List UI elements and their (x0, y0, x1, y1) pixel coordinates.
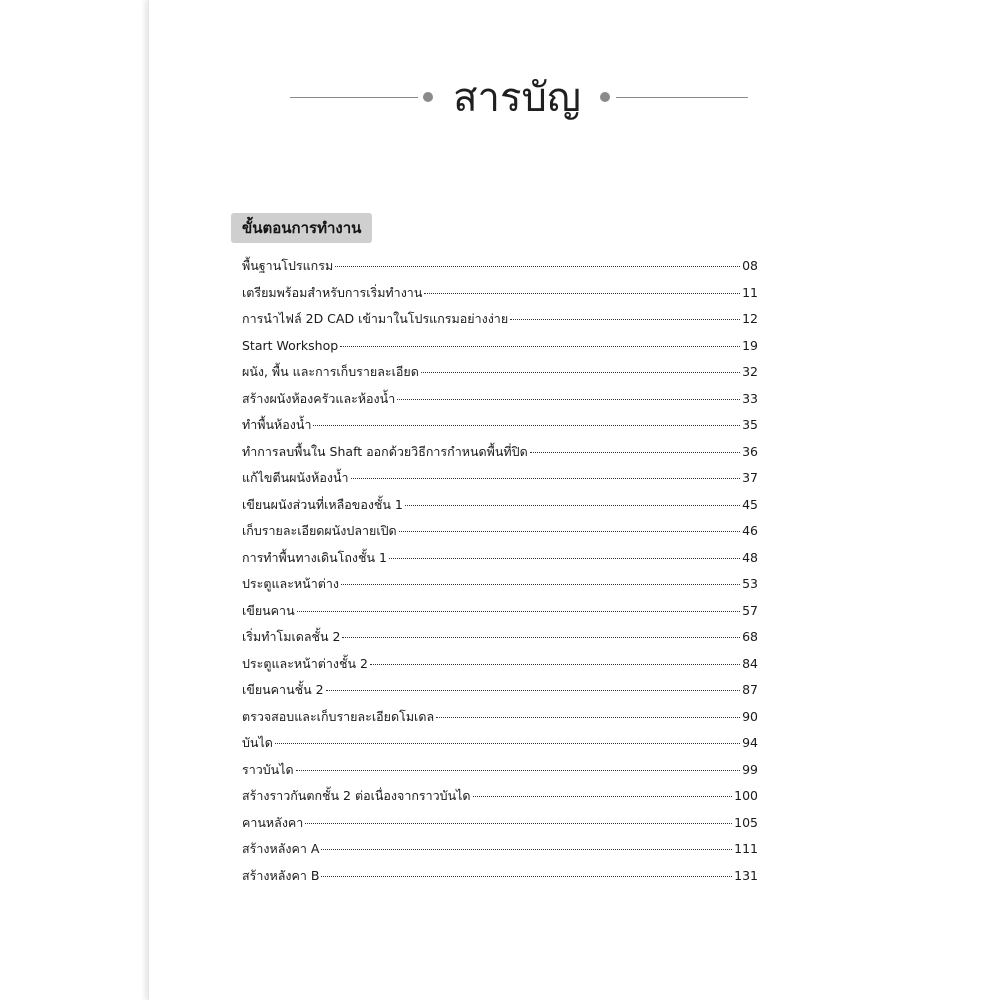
dot-leader (397, 398, 740, 400)
toc-entry-page-number: 94 (742, 735, 758, 750)
toc-entry-label: ผนัง, พื้น และการเก็บรายละเอียด (242, 364, 419, 379)
toc-entry-label: Start Workshop (242, 337, 339, 353)
toc-entry[interactable] (242, 757, 758, 784)
toc-entry[interactable] (242, 386, 758, 413)
toc-entry[interactable] (242, 704, 758, 731)
toc-entry-label: คานหลังคา (242, 814, 304, 830)
dot-leader (275, 742, 740, 744)
section-heading: ขั้นตอนการทำงาน (231, 213, 372, 243)
title-header (290, 70, 748, 126)
toc-entry[interactable] (242, 863, 758, 890)
toc-entry-page-number: 45 (742, 496, 758, 512)
toc-entry[interactable] (242, 571, 758, 598)
title-bullet-left (423, 92, 433, 102)
toc-entry[interactable] (242, 677, 758, 704)
toc-entry[interactable] (242, 545, 758, 572)
toc-entry-page-number: 57 (742, 602, 758, 618)
dot-leader (351, 477, 741, 479)
toc-entry[interactable] (242, 730, 758, 757)
toc-entry-page-number: 48 (742, 549, 758, 565)
toc-entry-page-number: 36 (742, 443, 758, 459)
dot-leader (342, 636, 740, 638)
toc-entry[interactable] (242, 280, 758, 307)
toc-entry-label: พื้นฐานโปรแกรม (242, 258, 334, 273)
toc-entry-label: ตรวจสอบและเก็บรายละเอียดโมเดล (242, 708, 435, 724)
toc-entry-page-number: 99 (742, 761, 758, 777)
page-title: สารบัญ (453, 75, 581, 121)
dot-leader (326, 689, 741, 691)
toc-entry-label: แก้ไขตีนผนังห้องน้ำ (242, 470, 349, 485)
dot-leader (305, 822, 732, 824)
toc-entry-label: สร้างผนังห้องครัวและห้องน้ำ (242, 390, 396, 406)
toc-entry[interactable] (242, 836, 758, 863)
toc-entry[interactable] (242, 306, 758, 333)
dot-leader (340, 345, 740, 347)
toc-entry-label: เขียนคาน (242, 602, 295, 618)
dot-leader (341, 583, 740, 585)
toc-entry[interactable] (242, 492, 758, 519)
toc-entry[interactable] (242, 810, 758, 837)
toc-entry[interactable] (242, 598, 758, 625)
toc-entry[interactable] (242, 439, 758, 466)
dot-leader (297, 610, 740, 612)
toc-entry-page-number: 35 (742, 417, 758, 432)
toc-entry-label: ทำการลบพื้นใน Shaft ออกด้วยวิธีการกำหนดพื้นที่ปิด (242, 443, 528, 459)
toc-entry-label: สร้างหลังคา B (242, 867, 320, 883)
title-rule-left (290, 97, 418, 98)
toc-entry-page-number: 46 (742, 523, 758, 538)
toc-entry-page-number: 37 (742, 470, 758, 485)
toc-entry-page-number: 68 (742, 629, 758, 644)
toc-entry-label: เขียนคานชั้น 2 (242, 682, 324, 697)
toc-entry[interactable] (242, 359, 758, 386)
toc-entry[interactable] (242, 333, 758, 360)
dot-leader (399, 530, 740, 532)
toc-entry[interactable] (242, 253, 758, 280)
toc-entry[interactable] (242, 465, 758, 492)
dot-leader (424, 292, 740, 294)
toc-entry-page-number: 131 (734, 867, 758, 883)
toc-entry-label: เขียนผนังส่วนที่เหลือของชั้น 1 (242, 496, 403, 512)
dot-leader (296, 769, 740, 771)
toc-entry-label: ประตูและหน้าต่าง (242, 576, 339, 591)
table-of-contents (242, 253, 758, 889)
toc-entry-page-number: 84 (742, 655, 758, 671)
toc-entry-label: การนำไฟล์ 2D CAD เข้ามาในโปรแกรมอย่างง่าย (242, 311, 509, 326)
dot-leader (321, 875, 732, 877)
toc-entry-page-number: 08 (742, 258, 758, 273)
toc-entry-page-number: 53 (742, 576, 758, 591)
toc-entry-page-number: 100 (734, 788, 758, 803)
toc-entry-page-number: 12 (742, 311, 758, 326)
toc-entry[interactable] (242, 412, 758, 439)
dot-leader (405, 504, 740, 506)
dot-leader (335, 265, 740, 267)
toc-entry[interactable] (242, 651, 758, 678)
toc-entry-label: เก็บรายละเอียดผนังปลายเปิด (242, 523, 397, 538)
toc-entry-page-number: 19 (742, 337, 758, 353)
toc-entry[interactable] (242, 518, 758, 545)
dot-leader (530, 451, 740, 453)
toc-entry-page-number: 87 (742, 682, 758, 697)
toc-entry[interactable] (242, 624, 758, 651)
toc-entry-label: บันได (242, 735, 273, 750)
toc-entry-label: สร้างราวกันตกชั้น 2 ต่อเนื่องจากราวบันได (242, 788, 471, 803)
toc-entry-label: ประตูและหน้าต่างชั้น 2 (242, 655, 368, 671)
toc-entry-label: เริ่มทำโมเดลชั้น 2 (242, 629, 341, 644)
title-bullet-right (600, 92, 610, 102)
title-rule-right (616, 97, 748, 98)
dot-leader (313, 424, 740, 426)
toc-entry-label: การทำพื้นทางเดินโถงชั้น 1 (242, 549, 387, 565)
dot-leader (421, 371, 740, 373)
toc-entry-page-number: 33 (742, 390, 758, 406)
dot-leader (321, 848, 732, 850)
toc-entry-label: เตรียมพร้อมสำหรับการเริ่มทำงาน (242, 284, 423, 300)
toc-entry-page-number: 32 (742, 364, 758, 379)
toc-entry-page-number: 11 (742, 284, 758, 300)
toc-entry-page-number: 90 (742, 708, 758, 724)
toc-entry[interactable] (242, 783, 758, 810)
toc-entry-page-number: 111 (734, 841, 758, 856)
dot-leader (436, 716, 740, 718)
toc-entry-label: ราวบันได (242, 761, 294, 777)
toc-entry-page-number: 105 (734, 814, 758, 830)
dot-leader (370, 663, 740, 665)
toc-entry-label: สร้างหลังคา A (242, 841, 320, 856)
dot-leader (473, 795, 733, 797)
dot-leader (389, 557, 740, 559)
toc-entry-label: ทำพื้นห้องน้ำ (242, 417, 312, 432)
dot-leader (510, 318, 740, 320)
